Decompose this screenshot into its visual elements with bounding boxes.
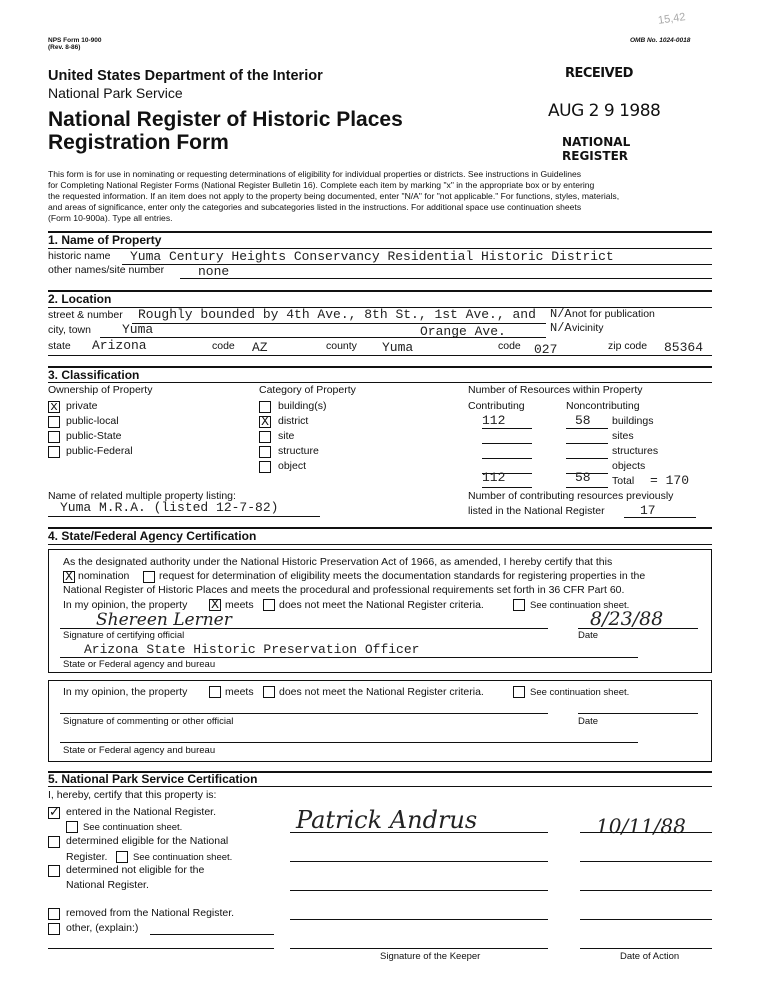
count-line	[566, 458, 608, 459]
action-date: 10/11/88	[596, 814, 686, 838]
date-line	[578, 713, 698, 714]
signature-line	[290, 919, 548, 920]
date-label: Date	[578, 630, 599, 641]
national-stamp: NATIONAL	[562, 135, 631, 149]
section1-heading: 1. Name of Property	[48, 233, 162, 247]
date-of-action-label: Date of Action	[620, 951, 680, 962]
zip-value: 85364	[664, 340, 704, 355]
continuation-label: See continuation sheet.	[83, 822, 183, 833]
other-label: other, (explain:)	[66, 922, 139, 934]
instructions-line: for Completing National Register Forms (National Register Bulletin 16). Complete each item by marking "x" in the appropriate box or by entering	[48, 180, 595, 190]
resources-heading: Number of Resources within Property	[468, 384, 643, 396]
section-rule	[48, 366, 712, 368]
ownership-option: public-Federal	[66, 445, 133, 457]
nomination-checkbox[interactable]	[63, 571, 75, 583]
determined-not-eligible-label: National Register.	[66, 879, 149, 891]
instructions-line: and areas of significance, enter only the categories and subcategories listed in the instructions. For additional space use continuation sheets	[48, 202, 582, 212]
ownership-public-local-checkbox[interactable]	[48, 416, 60, 428]
agency-line	[60, 742, 638, 743]
count-line	[566, 428, 608, 429]
not-for-publication-label: not for publication	[572, 308, 655, 320]
total-contributing: 112	[482, 470, 506, 485]
certifier-signature: Shereen Lerner	[96, 610, 232, 630]
section-rule	[48, 786, 712, 787]
instructions-line: This form is for use in nominating or requesting determinations of eligibility for individual properties or districts. See instructions in Guidelines	[48, 169, 582, 179]
field-line	[180, 278, 712, 279]
eligible-continuation-checkbox[interactable]	[116, 851, 128, 863]
section4-heading: 4. State/Federal Agency Certification	[48, 529, 257, 543]
section-rule	[48, 290, 712, 292]
section-rule	[48, 544, 712, 545]
does-not-meet-label: does not meet the National Register criteria.	[279, 599, 484, 611]
checkbox-mark: X	[65, 569, 73, 584]
category-buildings-checkbox[interactable]	[259, 401, 271, 413]
resource-row-label: objects	[612, 460, 646, 472]
signature-line	[60, 628, 548, 629]
historic-name-value: Yuma Century Heights Conservancy Residential Historic District	[130, 249, 614, 264]
determined-eligible-label: Register.	[66, 851, 108, 863]
state-code-value: AZ	[252, 340, 268, 355]
date-line	[580, 861, 712, 862]
contributing-label: Contributing	[468, 400, 525, 412]
instructions-line: (Form 10-900a). Type all entries.	[48, 213, 173, 223]
ownership-option: public-local	[66, 415, 119, 427]
state-code-label: code	[212, 340, 235, 352]
multiple-property-value: Yuma M.R.A. (listed 12-7-82)	[60, 500, 279, 515]
determined-not-eligible-checkbox[interactable]	[48, 865, 60, 877]
category-option: building(s)	[278, 400, 327, 412]
determined-eligible-label: determined eligible for the National	[66, 835, 229, 847]
resource-row-label: Total	[612, 475, 635, 487]
count-line	[482, 428, 532, 429]
removed-label: removed from the National Register.	[66, 907, 235, 919]
count-line	[482, 487, 532, 488]
continuation-checkbox[interactable]	[513, 599, 525, 611]
count-line	[566, 443, 608, 444]
continuation-label: See continuation sheet.	[530, 600, 630, 611]
opinion-label: In my opinion, the property	[63, 686, 188, 698]
zip-label: zip code	[608, 340, 648, 352]
checkbox-mark: x	[50, 399, 58, 414]
ownership-private-checkbox[interactable]	[48, 401, 60, 413]
cert-text: As the designated authority under the National Historic Preservation Act of 1966, as amended, I hereby certify that this	[63, 556, 613, 568]
previously-listed-value: 17	[640, 503, 656, 518]
meets-checkbox-2[interactable]	[209, 686, 221, 698]
form-revision: (Rev. 8-86)	[48, 44, 81, 51]
form-title: National Register of Historic Places	[48, 108, 403, 131]
multiple-property-label: Name of related multiple property listing:	[48, 490, 236, 502]
field-line	[100, 337, 546, 338]
city-label: city, town	[48, 324, 91, 336]
date-line	[580, 919, 712, 920]
agency-label: State or Federal agency and bureau	[63, 659, 216, 670]
state-label: state	[48, 340, 71, 352]
not-for-publication-mark: N/A	[550, 307, 572, 321]
signature-label: Signature of certifying official	[63, 630, 185, 641]
county-code-value: 027	[534, 342, 558, 357]
category-site-checkbox[interactable]	[259, 431, 271, 443]
category-heading: Category of Property	[259, 384, 356, 396]
date-line	[580, 832, 712, 833]
signature-line	[290, 832, 548, 833]
signature-line	[60, 713, 548, 714]
other-checkbox[interactable]	[48, 923, 60, 935]
determined-not-eligible-label: determined not eligible for the	[66, 864, 205, 876]
county-code-label: code	[498, 340, 521, 352]
department-title: United States Department of the Interior	[48, 68, 323, 84]
county-label: county	[326, 340, 357, 352]
total-noncontributing: 58	[575, 470, 591, 485]
cert-text: National Register of Historic Places and meets the procedural and professional requirements set forth in 36 CFR Part 60.	[63, 584, 625, 596]
field-line	[48, 516, 320, 517]
other-names-label: other names/site number	[48, 264, 165, 276]
category-object-checkbox[interactable]	[259, 461, 271, 473]
form-subtitle: Registration Form	[48, 131, 229, 154]
street-value-continued: Orange Ave.	[420, 324, 506, 339]
field-line	[48, 355, 712, 356]
meets-label: meets	[225, 599, 254, 611]
field-line	[624, 517, 696, 518]
agency-value: Arizona State Historic Preservation Officer	[84, 642, 420, 657]
other-names-value: none	[198, 264, 230, 279]
continuation-label: See continuation sheet.	[133, 852, 233, 863]
date-line	[578, 628, 698, 629]
ownership-option: public-State	[66, 430, 122, 442]
form-number: NPS Form 10-900	[48, 37, 102, 44]
agency-line	[60, 657, 638, 658]
state-value: Arizona	[92, 338, 147, 353]
noncontributing-label: Noncontributing	[566, 400, 640, 412]
date-line	[580, 890, 712, 891]
signature-line	[290, 861, 548, 862]
category-option: structure	[278, 445, 319, 457]
does-not-meet-checkbox-2[interactable]	[263, 686, 275, 698]
nomination-label: nomination	[78, 570, 130, 582]
service-title: National Park Service	[48, 85, 183, 101]
entered-checkbox[interactable]	[48, 807, 60, 819]
ownership-heading: Ownership of Property	[48, 384, 153, 396]
ownership-option: private	[66, 400, 98, 412]
section5-heading: 5. National Park Service Certification	[48, 772, 258, 786]
section3-heading: 3. Classification	[48, 368, 140, 382]
request-checkbox[interactable]	[143, 571, 155, 583]
date-label: Date	[578, 716, 599, 727]
meets-label: meets	[225, 686, 254, 698]
ownership-public-state-checkbox[interactable]	[48, 431, 60, 443]
count-line	[566, 487, 608, 488]
previously-listed-label: listed in the National Register	[468, 505, 605, 517]
checkbox-mark: X	[261, 414, 269, 429]
instructions-line: the requested information. If an item does not apply to the property being documented, enter "N/A" for "not applicable." For functions, styles, materials,	[48, 191, 620, 201]
removed-checkbox[interactable]	[48, 908, 60, 920]
street-value: Roughly bounded by 4th Ave., 8th St., 1st Ave., and	[138, 307, 536, 322]
grand-total: = 170	[650, 473, 690, 488]
category-option: site	[278, 430, 295, 442]
request-label: request for determination of eligibility meets the documentation standards for registering properties in the	[159, 570, 646, 582]
signature-label: Signature of commenting or other official	[63, 716, 234, 727]
resource-row-label: buildings	[612, 415, 654, 427]
keeper-intro: I, hereby, certify that this property is:	[48, 789, 217, 801]
keeper-signature: Patrick Andrus	[296, 806, 478, 834]
vicinity-label: vicinity	[572, 322, 604, 334]
resource-row-label: sites	[612, 430, 634, 442]
county-value: Yuma	[382, 340, 414, 355]
section2-heading: 2. Location	[48, 292, 112, 306]
omb-number: OMB No. 1024-0018	[630, 37, 691, 44]
opinion-label: In my opinion, the property	[63, 599, 188, 611]
count-line	[482, 458, 532, 459]
section-rule	[48, 382, 712, 383]
resource-row-label: structures	[612, 445, 659, 457]
historic-name-label: historic name	[48, 250, 111, 262]
signature-line	[290, 948, 548, 949]
entered-continuation-checkbox[interactable]	[66, 821, 78, 833]
ownership-public-federal-checkbox[interactable]	[48, 446, 60, 458]
received-date-stamp: AUG 2 9 1988	[548, 101, 661, 121]
field-line	[48, 948, 274, 949]
city-value: Yuma	[122, 322, 154, 337]
category-option: object	[278, 460, 307, 472]
received-stamp: RECEIVED	[565, 66, 633, 81]
field-line	[150, 934, 274, 935]
category-option: district	[278, 415, 309, 427]
category-structure-checkbox[interactable]	[259, 446, 271, 458]
count-line	[482, 443, 532, 444]
determined-eligible-checkbox[interactable]	[48, 836, 60, 848]
certification-date: 8/23/88	[590, 608, 664, 630]
signature-line	[290, 890, 548, 891]
noncontributing-buildings: 58	[575, 413, 591, 428]
vicinity-mark: N/A	[550, 321, 572, 335]
continuation-label: See continuation sheet.	[530, 687, 630, 698]
entered-label: entered in the National Register.	[66, 806, 217, 818]
street-label: street & number	[48, 309, 123, 321]
date-line	[580, 948, 712, 949]
checkbox-mark: ✓	[49, 805, 60, 820]
agency-label: State or Federal agency and bureau	[63, 745, 216, 756]
register-stamp: REGISTER	[562, 149, 629, 163]
keeper-signature-label: Signature of the Keeper	[380, 951, 481, 962]
previously-listed-label: Number of contributing resources previously	[468, 490, 674, 502]
instructions	[48, 169, 619, 224]
continuation-checkbox-2[interactable]	[513, 686, 525, 698]
checkbox-mark: X	[211, 597, 219, 612]
does-not-meet-checkbox[interactable]	[263, 599, 275, 611]
contributing-buildings: 112	[482, 413, 506, 428]
category-district-checkbox[interactable]	[259, 416, 271, 428]
corner-mark: 15,42	[657, 11, 687, 27]
does-not-meet-label: does not meet the National Register criteria.	[279, 686, 484, 698]
